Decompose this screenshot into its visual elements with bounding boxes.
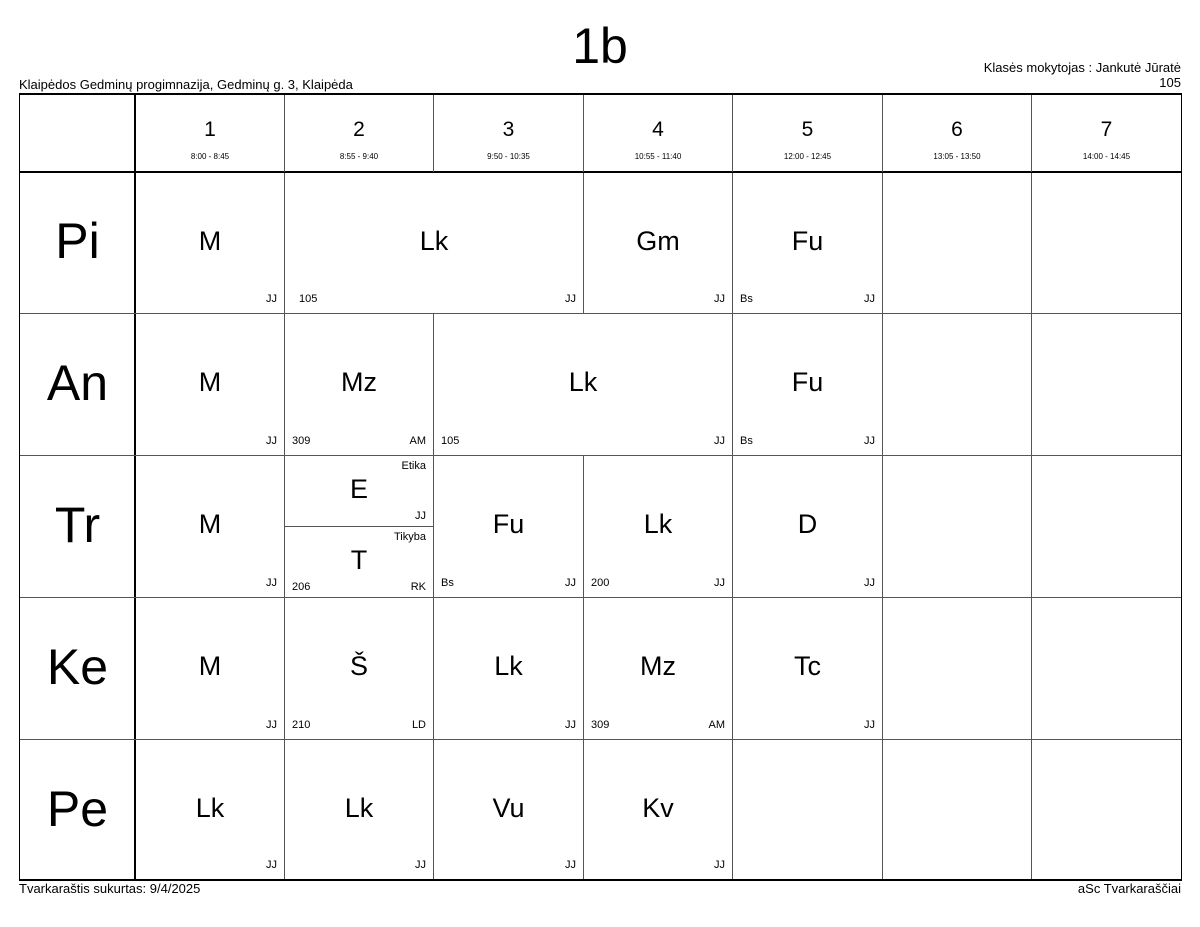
- period-time: 8:00 - 8:45: [190, 152, 230, 161]
- lesson-teacher: JJ: [565, 859, 576, 871]
- lesson-room: Bs: [441, 577, 454, 589]
- lesson-room: 105: [299, 293, 318, 305]
- lesson-subject: Fu: [791, 226, 824, 256]
- day-label: Tr: [54, 497, 101, 553]
- lesson-subject: T: [350, 545, 368, 575]
- lesson-subject: Mz: [640, 651, 676, 681]
- lesson-subject: Š: [349, 651, 368, 681]
- grid-line: [882, 173, 883, 313]
- lesson-teacher: JJ: [864, 293, 875, 305]
- lesson-cell-group[interactable]: [285, 527, 433, 597]
- period-number: 4: [652, 118, 664, 141]
- period-header: [584, 94, 732, 172]
- lesson-subject: Kv: [642, 793, 674, 823]
- lesson-subject: Lk: [344, 793, 374, 823]
- lesson-teacher: JJ: [266, 577, 277, 589]
- lesson-teacher: LD: [411, 719, 426, 731]
- period-time: 8:55 - 9:40: [339, 152, 379, 161]
- lesson-cell[interactable]: [285, 598, 433, 739]
- lesson-cell[interactable]: [285, 740, 433, 879]
- lesson-room: 309: [292, 435, 311, 447]
- lesson-subject: Fu: [791, 367, 824, 397]
- period-time: 13:05 - 13:50: [933, 152, 981, 161]
- lesson-room: 105: [441, 435, 460, 447]
- lesson-teacher: JJ: [714, 293, 725, 305]
- period-time: 14:00 - 14:45: [1082, 152, 1131, 161]
- grid-border-right: [1181, 93, 1182, 881]
- lesson-subject: D: [797, 509, 818, 539]
- lesson-teacher: RK: [410, 581, 426, 593]
- lesson-subject: M: [198, 226, 222, 256]
- lesson-cell[interactable]: [285, 314, 433, 455]
- lesson-group: Tikyba: [394, 531, 426, 543]
- lesson-teacher: JJ: [266, 719, 277, 731]
- grid-line: [1031, 456, 1032, 879]
- lesson-subject: M: [198, 651, 222, 681]
- lesson-teacher: JJ: [714, 577, 725, 589]
- lesson-teacher: JJ: [714, 435, 725, 447]
- lesson-subject: Vu: [492, 793, 525, 823]
- software-brand: aSc Tvarkaraščiai: [1077, 881, 1181, 896]
- lesson-group: Etika: [401, 460, 426, 472]
- grid-line: [882, 314, 883, 455]
- lesson-teacher: JJ: [864, 435, 875, 447]
- grid-line: [1031, 314, 1032, 455]
- lesson-subject: Lk: [568, 367, 598, 397]
- lesson-cell[interactable]: [434, 740, 583, 879]
- grid-line: [882, 456, 883, 879]
- class-teacher-room: 105: [1159, 75, 1181, 90]
- lesson-cell[interactable]: [733, 598, 882, 739]
- lesson-subject: Lk: [195, 793, 225, 823]
- lesson-subject: Lk: [643, 509, 673, 539]
- period-number: 2: [353, 118, 365, 141]
- lesson-teacher: JJ: [565, 719, 576, 731]
- lesson-cell[interactable]: [434, 314, 732, 455]
- lesson-teacher: JJ: [415, 510, 426, 522]
- lesson-subject: E: [349, 474, 368, 504]
- lesson-teacher: JJ: [714, 859, 725, 871]
- period-header: [136, 94, 284, 172]
- period-number: 5: [801, 118, 814, 141]
- lesson-teacher: JJ: [864, 719, 875, 731]
- lesson-cell[interactable]: [136, 456, 284, 597]
- class-teacher: [984, 60, 1181, 90]
- day-label: An: [46, 355, 109, 411]
- day-label: Pe: [46, 781, 109, 837]
- lesson-cell[interactable]: [285, 173, 583, 313]
- lesson-cell[interactable]: [733, 173, 882, 313]
- period-number: 6: [951, 118, 963, 141]
- lesson-teacher: JJ: [266, 293, 277, 305]
- lesson-teacher: JJ: [565, 577, 576, 589]
- lesson-cell[interactable]: [136, 740, 284, 879]
- lesson-teacher: JJ: [415, 859, 426, 871]
- period-number: 7: [1100, 118, 1113, 141]
- lesson-cell[interactable]: [733, 314, 882, 455]
- lesson-room: 206: [292, 581, 311, 593]
- period-time: 12:00 - 12:45: [783, 152, 832, 161]
- lesson-subject: Lk: [494, 651, 523, 681]
- lesson-teacher: JJ: [266, 435, 277, 447]
- lesson-subject: M: [198, 367, 222, 397]
- period-header: [1032, 94, 1181, 172]
- lesson-cell[interactable]: [136, 314, 284, 455]
- class-teacher-name: Klasės mokytojas : Jankutė Jūratė: [983, 60, 1181, 75]
- school-address: Klaipėdos Gedminų progimnazija, Gedminų g. 3, Klaipėda: [19, 77, 353, 92]
- lesson-teacher: AM: [409, 435, 426, 447]
- created-date: Tvarkaraštis sukurtas: 9/4/2025: [19, 881, 201, 896]
- lesson-cell[interactable]: [584, 740, 732, 879]
- lesson-teacher: AM: [708, 719, 725, 731]
- period-header: [434, 94, 583, 172]
- lesson-cell[interactable]: [136, 598, 284, 739]
- lesson-subject: Mz: [341, 367, 377, 397]
- lesson-cell[interactable]: [434, 456, 583, 597]
- period-header: [733, 94, 882, 172]
- lesson-cell[interactable]: [584, 456, 732, 597]
- grid-line: [1031, 173, 1032, 313]
- lesson-room: 200: [591, 577, 610, 589]
- lesson-cell[interactable]: [733, 456, 882, 597]
- period-number: 3: [502, 118, 515, 141]
- lesson-cell[interactable]: [136, 173, 284, 313]
- lesson-room: Bs: [740, 293, 753, 305]
- lesson-subject: Tc: [794, 651, 821, 681]
- lesson-teacher: JJ: [266, 859, 277, 871]
- period-time: 9:50 - 10:35: [487, 152, 530, 161]
- period-time: 10:55 - 11:40: [634, 152, 682, 161]
- lesson-cell-group[interactable]: [285, 456, 433, 526]
- lesson-room: 309: [591, 719, 610, 731]
- lesson-room: Bs: [740, 435, 753, 447]
- lesson-subject: Fu: [492, 509, 525, 539]
- lesson-cell[interactable]: [584, 173, 732, 313]
- period-header: [285, 94, 433, 172]
- lesson-teacher: JJ: [864, 577, 875, 589]
- day-label: Pi: [55, 213, 100, 269]
- lesson-cell[interactable]: [434, 598, 583, 739]
- class-title: 1b: [572, 18, 628, 74]
- lesson-cell[interactable]: [584, 598, 732, 739]
- day-label: Ke: [46, 639, 109, 695]
- lesson-subject: Gm: [636, 226, 680, 256]
- lesson-subject: M: [198, 509, 222, 539]
- period-header: [883, 94, 1031, 172]
- lesson-teacher: JJ: [565, 293, 576, 305]
- period-number: 1: [204, 118, 216, 141]
- lesson-subject: Lk: [419, 226, 449, 256]
- lesson-room: 210: [292, 719, 311, 731]
